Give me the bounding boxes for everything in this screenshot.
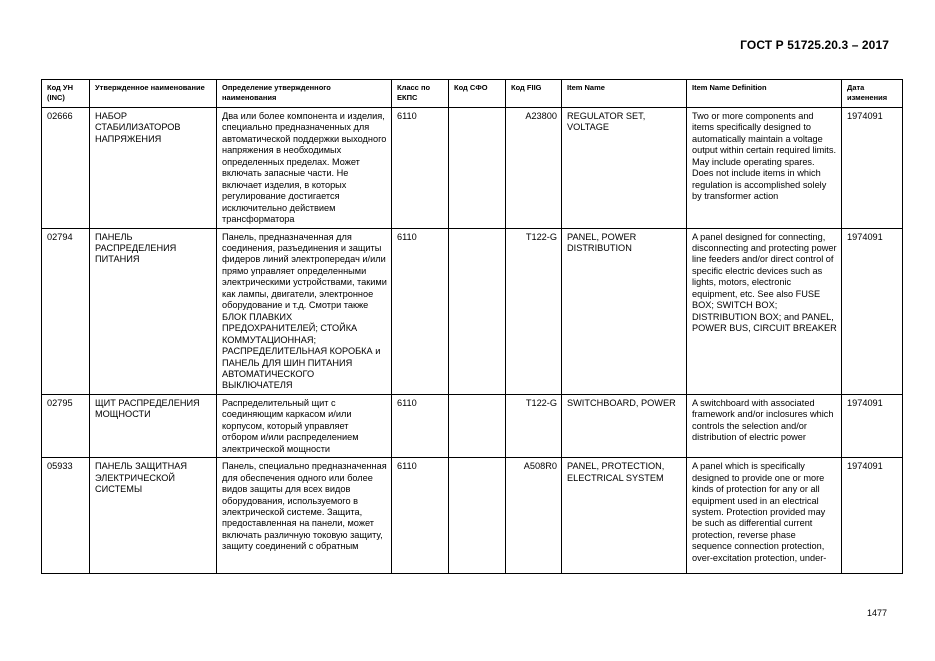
table-row xyxy=(42,458,903,574)
cell-definition-en xyxy=(687,458,842,574)
cell-text: Панель, специально предназначенная для обеспечения одного или более видов защиты для всех видов оборудования, используемого в электрической системе. Защита, предоставленная на панели, может включать различную токовую защиту, защиту соединений с обратным xyxy=(222,461,387,552)
cell-fiig: T122-G xyxy=(506,228,562,394)
cell-date xyxy=(842,458,903,574)
column-header-inc: Код УН (INC) xyxy=(42,80,90,108)
cell-item-name: PANEL, POWER DISTRIBUTION xyxy=(562,228,687,394)
cell-date: 1974091 xyxy=(842,228,903,394)
table-row xyxy=(42,108,903,229)
cell-text: 1974091 xyxy=(847,461,883,472)
nomenclature-table xyxy=(41,79,903,574)
cell-definition-ru: Распределительный щит с соединяющим каркасом и/или корпусом, который управляет отбором и/или распределением электрической мощности xyxy=(217,394,392,457)
column-header-item-name: Item Name xyxy=(562,80,687,108)
cell-text: 6110 xyxy=(397,461,417,472)
cell-definition-ru: Два или более компонента и изделия, специально предназначенных для автоматической поддержки выходного напряжения в необходимых определенных пределах. Может включать запасные части. Не включает изделия, в которых регулирование достигается исключительно действием трансформатора xyxy=(217,108,392,229)
page-number: 1477 xyxy=(866,608,887,618)
cell-text: ПАНЕЛЬ ЗАЩИТНАЯ ЭЛЕКТРИЧЕСКОЙ СИСТЕМЫ xyxy=(95,461,188,495)
cell-fiig: A23800 xyxy=(506,108,562,229)
cell-name-ru: ЩИТ РАСПРЕДЕЛЕНИЯ МОЩНОСТИ xyxy=(90,394,217,457)
column-header-class: Класс по ЕКПС xyxy=(392,80,449,108)
cell-item-name: REGULATOR SET, VOLTAGE xyxy=(562,108,687,229)
cell-name-ru: НАБОР СТАБИЛИЗАТОРОВ НАПРЯЖЕНИЯ xyxy=(90,108,217,229)
cell-sfo xyxy=(449,228,506,394)
cell-definition-ru: Панель, предназначенная для соединения, разъединения и защиты фидеров линий электропередач и/или прямо управляет определенными электрическими устройствами, такими как лампы, двигатели, электронное оборудование и т.д. Смотри также БЛОК ПЛАВКИХ ПРЕДОХРАНИТЕЛЕЙ; СТОЙКА КОММУТАЦИОННАЯ; РАСПРЕДЕЛИТЕЛЬНАЯ КОРОБКА и ПАНЕЛЬ ДЛЯ ШИН ПИТАНИЯ АВТОМАТИЧЕСКОГО ВЫКЛЮЧАТЕЛЯ xyxy=(217,228,392,394)
cell-definition-ru xyxy=(217,458,392,574)
cell-fiig: T122-G xyxy=(506,394,562,457)
cell-class: 6110 xyxy=(392,394,449,457)
cell-date: 1974091 xyxy=(842,394,903,457)
cell-text: PANEL, PROTECTION, ELECTRICAL SYSTEM xyxy=(567,461,665,483)
cell-item-name xyxy=(562,458,687,574)
cell-text: A panel which is specifically designed to provide one or more kinds of protection for any or all equipment used in an electrical system. Protection provided may be such as differential current protection, reverse phase sequence connection protection, over-excitation protection, under- xyxy=(692,461,827,563)
cell-sfo xyxy=(449,394,506,457)
table-row xyxy=(42,394,903,457)
cell-text: A508R0 xyxy=(523,461,557,472)
cell-definition-en: A panel designed for connecting, disconnecting and protecting power line feeders and/or direct control of specific electric devices such as lights, motors, electronic equipment, etc. See also FUSE BOX; SWITCH BOX; DISTRIBUTION BOX; and PANEL, POWER BUS, CIRCUIT BREAKER xyxy=(687,228,842,394)
column-header-date: Дата изменения xyxy=(842,80,903,108)
cell-text: 05933 xyxy=(47,461,73,472)
column-header-name-ru: Утвержденное наименование xyxy=(90,80,217,108)
cell-date: 1974091 xyxy=(842,108,903,229)
cell-fiig xyxy=(506,458,562,574)
cell-text xyxy=(454,461,501,571)
cell-inc: 02666 xyxy=(42,108,90,229)
cell-definition-en: Two or more components and items specifically designed to automatically maintain a voltage output within certain required limits. May include operating spares. Does not include items in which regulation is accomplished solely by transformer action xyxy=(687,108,842,229)
column-header-definition-ru: Определение утвержденного наименования xyxy=(217,80,392,108)
document-id: ГОСТ Р 51725.20.3 – 2017 xyxy=(740,38,889,52)
table-header-row xyxy=(42,80,903,108)
cell-name-ru xyxy=(90,458,217,574)
column-header-definition-en: Item Name Definition xyxy=(687,80,842,108)
column-header-sfo: Код СФО xyxy=(449,80,506,108)
cell-class: 6110 xyxy=(392,108,449,229)
cell-class: 6110 xyxy=(392,228,449,394)
column-header-fiig: Код FIIG xyxy=(506,80,562,108)
cell-sfo xyxy=(449,108,506,229)
cell-name-ru: ПАНЕЛЬ РАСПРЕДЕЛЕНИЯ ПИТАНИЯ xyxy=(90,228,217,394)
cell-item-name: SWITCHBOARD, POWER xyxy=(562,394,687,457)
cell-inc xyxy=(42,458,90,574)
cell-sfo xyxy=(449,458,506,574)
table-row xyxy=(42,228,903,394)
cell-class xyxy=(392,458,449,574)
cell-inc: 02794 xyxy=(42,228,90,394)
cell-inc: 02795 xyxy=(42,394,90,457)
cell-definition-en: A switchboard with associated framework and/or inclosures which controls the selection and/or distribution of electric power xyxy=(687,394,842,457)
